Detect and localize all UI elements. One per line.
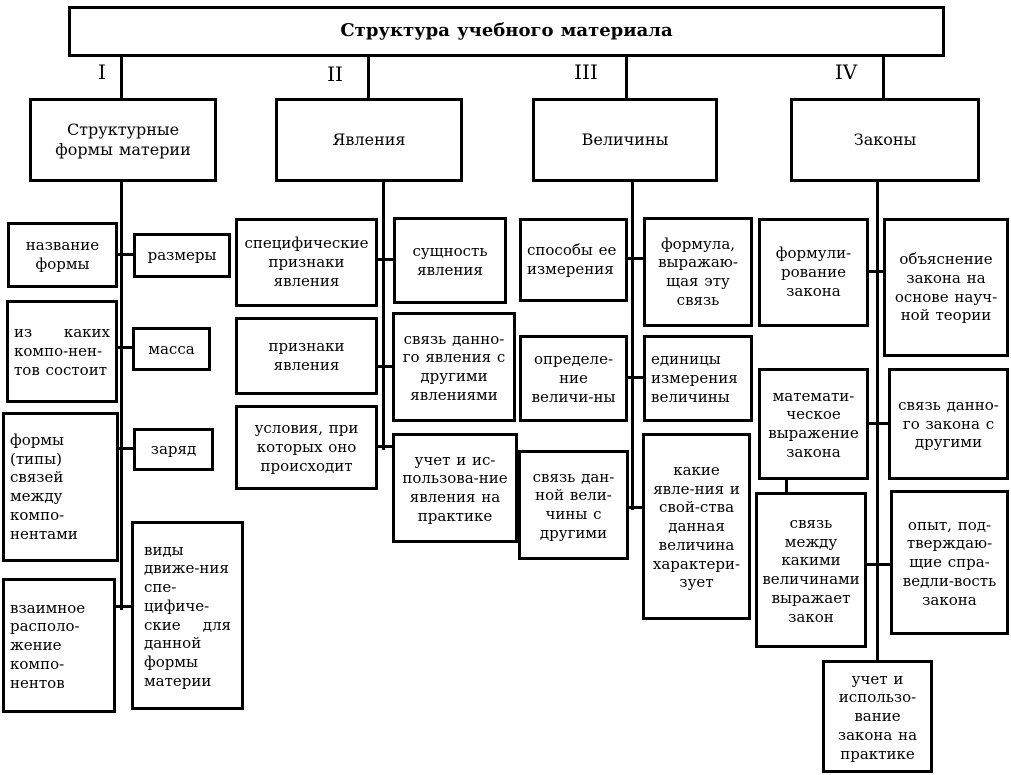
node-law-explanation: объяснение закона на основе науч-ной теории bbox=[883, 218, 1009, 357]
node-phenomenon-essence: сущность явления bbox=[393, 217, 507, 304]
node-charge: заряд bbox=[133, 428, 214, 471]
node-conditions: условия, при которых оно происходит bbox=[235, 405, 378, 490]
node-components: из каких компо-нен-тов состоит bbox=[6, 300, 118, 403]
node-relation-other-quantities: связь дан-ной вели-чины с другими bbox=[518, 450, 629, 560]
node-measurement-units: единицы измерения величины bbox=[643, 335, 753, 422]
node-math-expression: математи-ческое выражение закона bbox=[758, 368, 869, 480]
node-confirming-experiments: опыт, под-тверждаю-щие спра-ведли-вость закона bbox=[890, 490, 1009, 635]
numeral-ii: II bbox=[327, 62, 343, 86]
node-relation-other-laws: связь данно-го закона с другими bbox=[888, 368, 1009, 480]
connector-line bbox=[120, 55, 123, 100]
node-mass: масса bbox=[132, 327, 211, 371]
connector-line bbox=[120, 180, 123, 610]
numeral-iv: IV bbox=[834, 60, 858, 84]
node-quantity-definition: определе-ние величи-ны bbox=[519, 335, 628, 422]
branch-quantities: Величины bbox=[532, 98, 718, 182]
node-formula: формула, выражаю-щая эту связь bbox=[643, 217, 753, 327]
node-features: признаки явления bbox=[235, 317, 378, 395]
node-specific-features: специфические признаки явления bbox=[235, 218, 378, 307]
node-bond-forms: формы (типы) связей между компо-нентами bbox=[2, 412, 119, 562]
numeral-iii: III bbox=[574, 60, 598, 84]
branch-phenomena: Явления bbox=[275, 98, 463, 182]
numeral-i: I bbox=[98, 60, 106, 84]
node-motion-types: виды движе-ния спе-цифиче-ские для данной формы материи bbox=[131, 521, 244, 710]
node-sizes: размеры bbox=[133, 233, 231, 278]
node-relation-other-phenomena: связь данно-го явления с другими явлениями bbox=[392, 312, 516, 422]
node-mutual-arrangement: взаимное располо-жение компо-нентов bbox=[2, 578, 116, 713]
branch-matter-forms: Структурные формы материи bbox=[29, 98, 217, 182]
connector-line bbox=[382, 180, 385, 450]
connector-line bbox=[882, 55, 885, 100]
node-measurement-methods: способы ее измерения bbox=[519, 218, 628, 302]
node-quantities-relation: связь между какими величинами выражает закон bbox=[755, 492, 867, 648]
connector-line bbox=[876, 180, 879, 662]
diagram-title: Структура учебного материала bbox=[68, 6, 945, 57]
node-law-formulation: формули-рование закона bbox=[758, 218, 869, 327]
connector-line bbox=[631, 180, 634, 510]
connector-line bbox=[625, 55, 628, 100]
node-phenomenon-practice: учет и ис-пользова-ние явления на практике bbox=[392, 433, 518, 543]
node-form-name: название формы bbox=[7, 222, 118, 288]
connector-line bbox=[367, 55, 370, 100]
node-what-characterizes: какие явле-ния и свой-ства данная величина характери-зует bbox=[642, 433, 751, 620]
node-law-practice: учет и использо-вание закона на практике bbox=[822, 660, 933, 773]
branch-laws: Законы bbox=[790, 98, 980, 182]
